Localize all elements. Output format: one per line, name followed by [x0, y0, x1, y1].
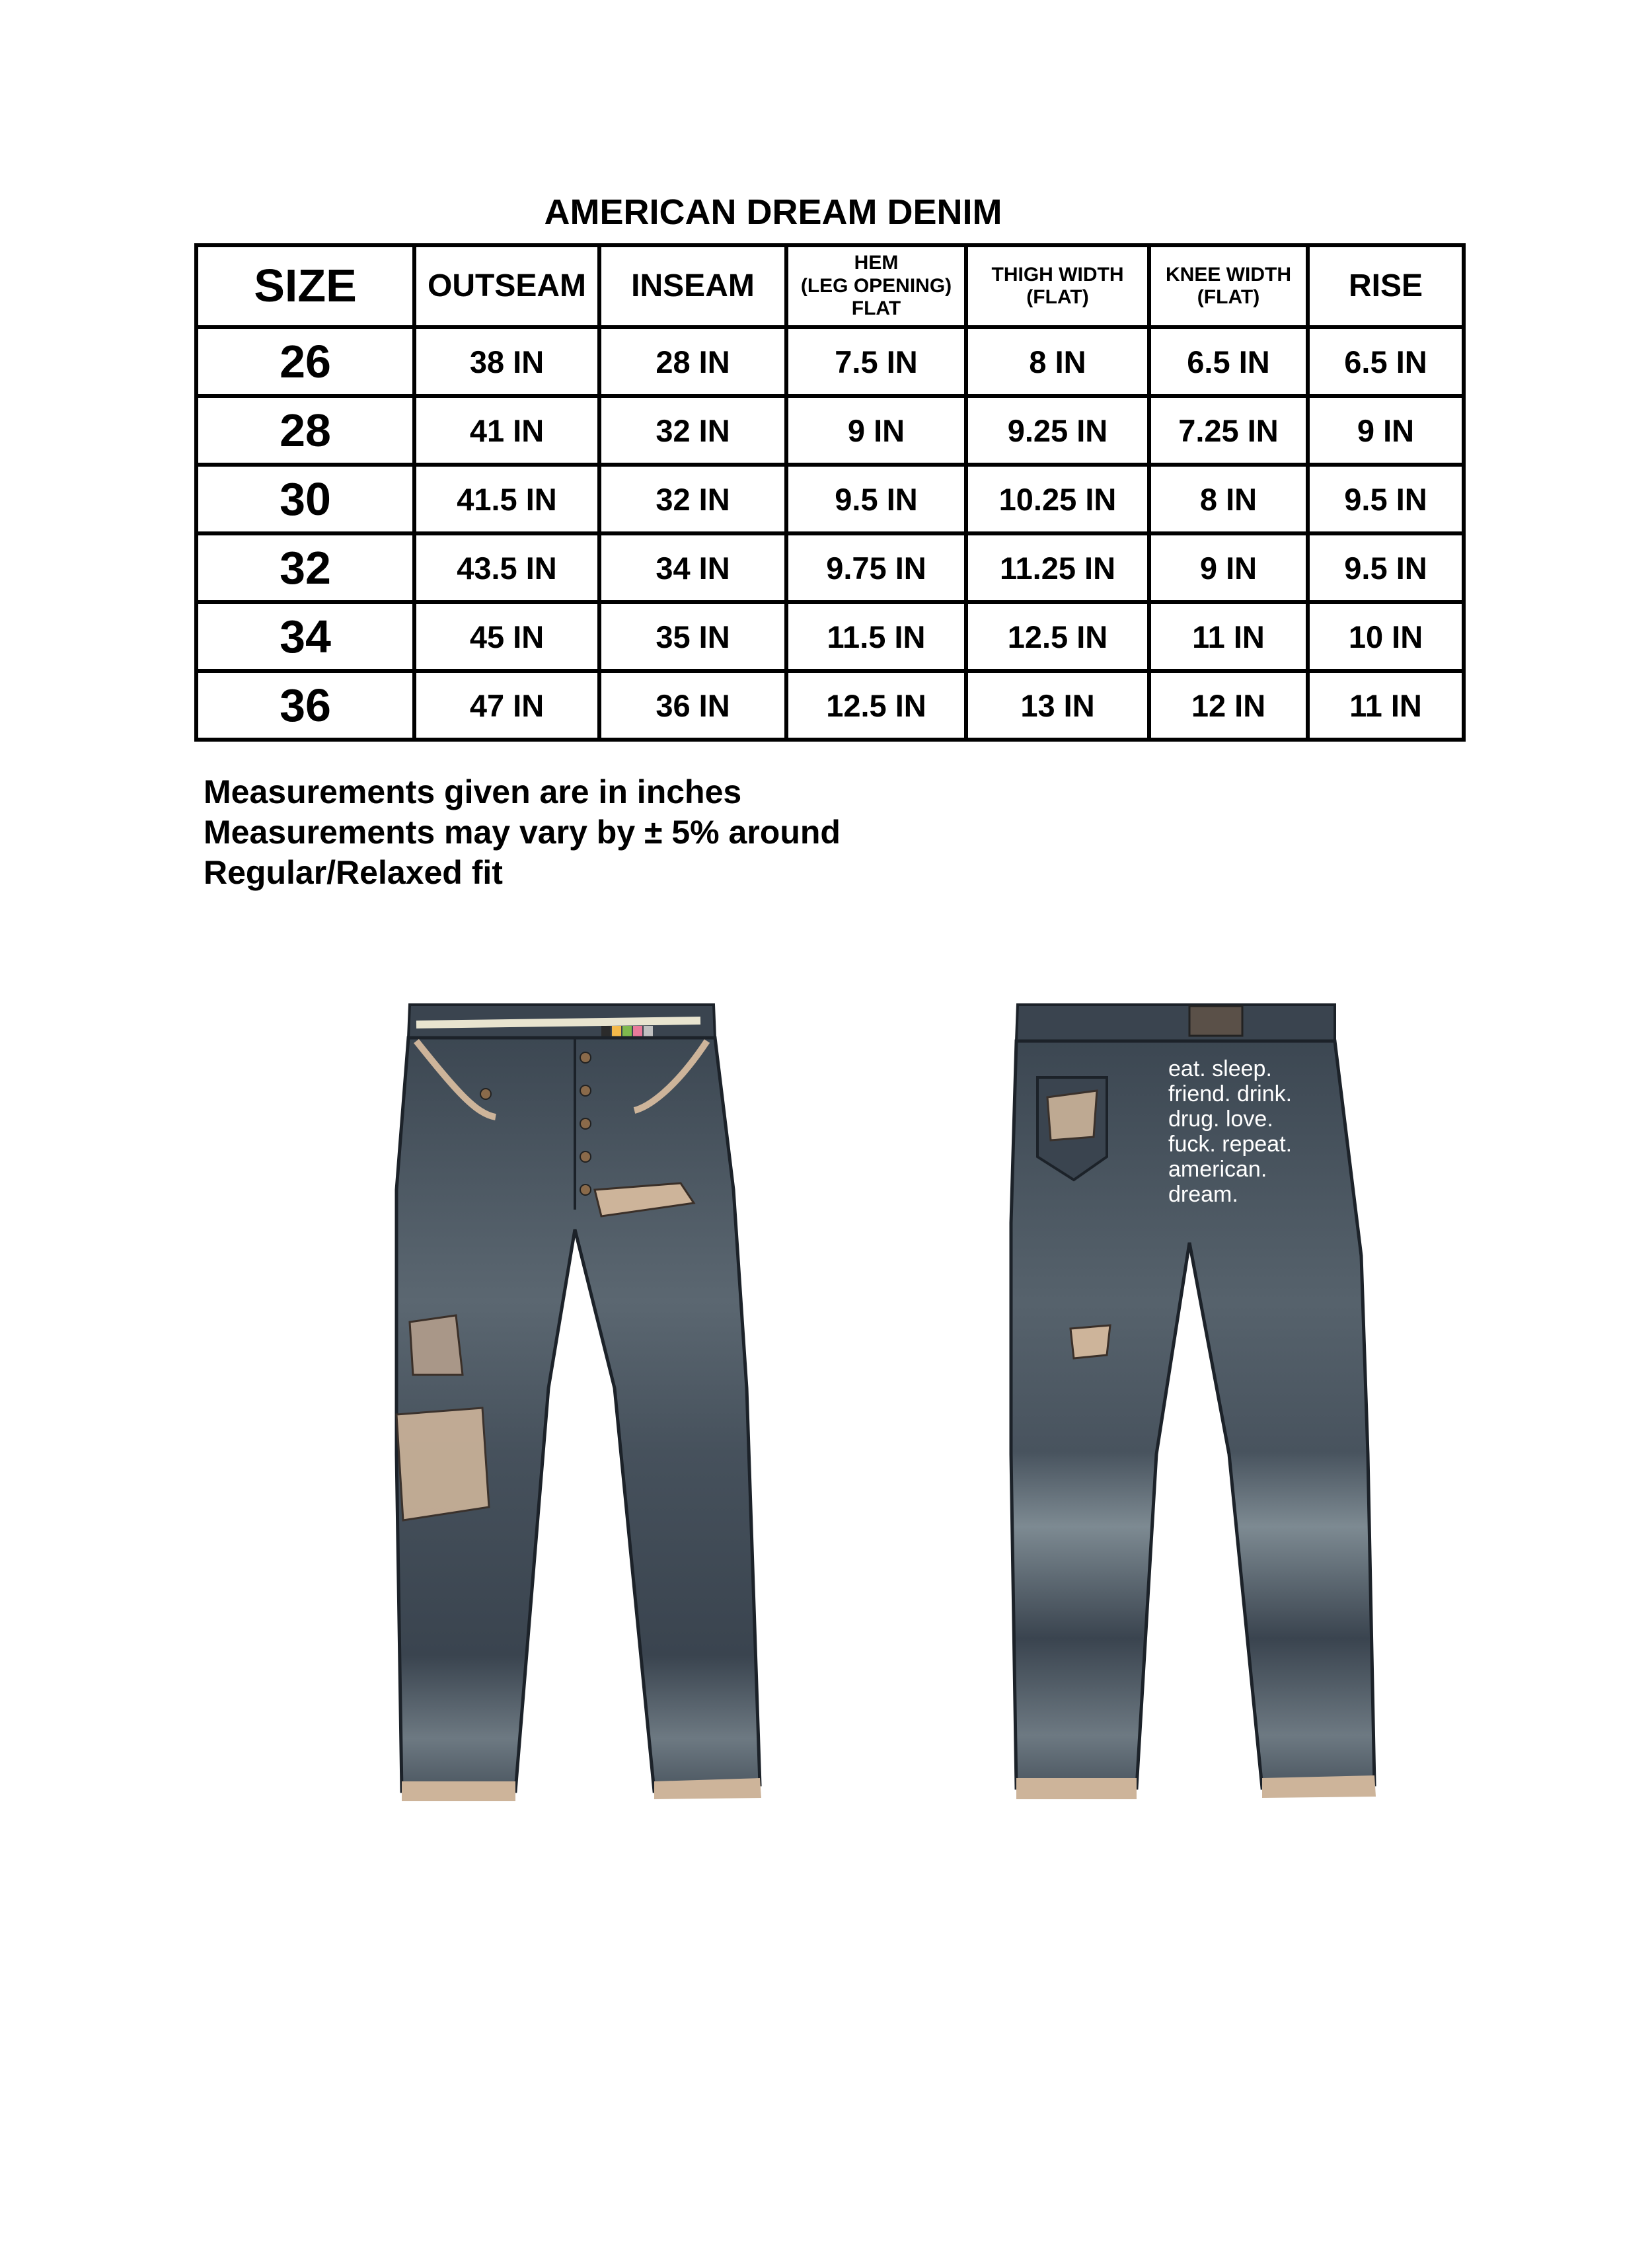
- leather-patch: [1189, 1006, 1242, 1036]
- distress-patch: [396, 1408, 489, 1520]
- cell-outseam: 38 IN: [414, 327, 599, 396]
- cell-outseam: 41 IN: [414, 396, 599, 465]
- cell-hem: 9.5 IN: [786, 465, 966, 533]
- cell-rise: 9.5 IN: [1308, 533, 1464, 602]
- cell-size: 28: [196, 396, 414, 465]
- cell-size: 34: [196, 602, 414, 671]
- cell-hem: 9.75 IN: [786, 533, 966, 602]
- cell-size: 32: [196, 533, 414, 602]
- cell-size: 26: [196, 327, 414, 396]
- print-line: dream.: [1168, 1182, 1238, 1207]
- header-knee-text: KNEE WIDTH (FLAT): [1166, 263, 1291, 308]
- print-line: american.: [1168, 1157, 1267, 1182]
- cell-knee-width: 7.25 IN: [1149, 396, 1308, 465]
- cell-thigh-width: 13 IN: [966, 671, 1149, 740]
- cell-inseam: 35 IN: [599, 602, 786, 671]
- print-line: fuck. repeat.: [1168, 1132, 1293, 1157]
- note-line: Regular/Relaxed fit: [204, 854, 503, 891]
- cell-knee-width: 6.5 IN: [1149, 327, 1308, 396]
- cell-inseam: 32 IN: [599, 465, 786, 533]
- cell-outseam: 47 IN: [414, 671, 599, 740]
- cell-hem: 12.5 IN: [786, 671, 966, 740]
- header-hem: [786, 245, 966, 327]
- header-thigh-width: [966, 245, 1149, 327]
- cell-rise: 10 IN: [1308, 602, 1464, 671]
- cell-thigh-width: 9.25 IN: [966, 396, 1149, 465]
- header-rise: RISE: [1308, 245, 1464, 327]
- jeans-front-illustration: [324, 991, 786, 1824]
- table-row: [196, 671, 1464, 740]
- cell-rise: 9.5 IN: [1308, 465, 1464, 533]
- cell-outseam: 41.5 IN: [414, 465, 599, 533]
- cell-rise: 11 IN: [1308, 671, 1464, 740]
- note-line: Measurements given are in inches: [204, 773, 742, 810]
- waistband: [1016, 1005, 1335, 1041]
- back-print-text: [1168, 1056, 1367, 1207]
- cell-size: 36: [196, 671, 414, 740]
- print-line: drug. love.: [1168, 1107, 1273, 1132]
- cell-inseam: 28 IN: [599, 327, 786, 396]
- cell-thigh-width: 12.5 IN: [966, 602, 1149, 671]
- cell-hem: 9 IN: [786, 396, 966, 465]
- cell-thigh-width: 8 IN: [966, 327, 1149, 396]
- table-row: [196, 396, 1464, 465]
- header-knee-width: [1149, 245, 1308, 327]
- table-row: [196, 602, 1464, 671]
- cell-inseam: 34 IN: [599, 533, 786, 602]
- cell-hem: 11.5 IN: [786, 602, 966, 671]
- header-thigh-text: THIGH WIDTH (FLAT): [991, 263, 1124, 308]
- print-line: friend. drink.: [1168, 1081, 1293, 1107]
- size-chart-table: [194, 243, 1466, 742]
- cell-outseam: 43.5 IN: [414, 533, 599, 602]
- cell-knee-width: 8 IN: [1149, 465, 1308, 533]
- header-size: SIZE: [196, 245, 414, 327]
- cell-hem: 7.5 IN: [786, 327, 966, 396]
- measurement-notes: [204, 772, 841, 893]
- cell-outseam: 45 IN: [414, 602, 599, 671]
- cell-knee-width: 12 IN: [1149, 671, 1308, 740]
- header-hem-text: HEM (LEG OPENING) FLAT: [800, 252, 952, 320]
- table-header-row: [196, 245, 1464, 327]
- distress-patch: [1070, 1325, 1110, 1358]
- header-outseam: OUTSEAM: [414, 245, 599, 327]
- header-inseam: INSEAM: [599, 245, 786, 327]
- chart-title: AMERICAN DREAM DENIM: [544, 192, 1002, 232]
- cell-inseam: 36 IN: [599, 671, 786, 740]
- table-row: [196, 533, 1464, 602]
- cell-rise: 9 IN: [1308, 396, 1464, 465]
- cell-rise: 6.5 IN: [1308, 327, 1464, 396]
- cell-knee-width: 9 IN: [1149, 533, 1308, 602]
- cell-thigh-width: 10.25 IN: [966, 465, 1149, 533]
- cell-knee-width: 11 IN: [1149, 602, 1308, 671]
- print-line: eat. sleep.: [1168, 1056, 1272, 1081]
- cell-thigh-width: 11.25 IN: [966, 533, 1149, 602]
- cell-inseam: 32 IN: [599, 396, 786, 465]
- note-line: Measurements may vary by ± 5% around: [204, 814, 841, 851]
- table-row: [196, 465, 1464, 533]
- distress-patch: [410, 1315, 463, 1375]
- cell-size: 30: [196, 465, 414, 533]
- table-row: [196, 327, 1464, 396]
